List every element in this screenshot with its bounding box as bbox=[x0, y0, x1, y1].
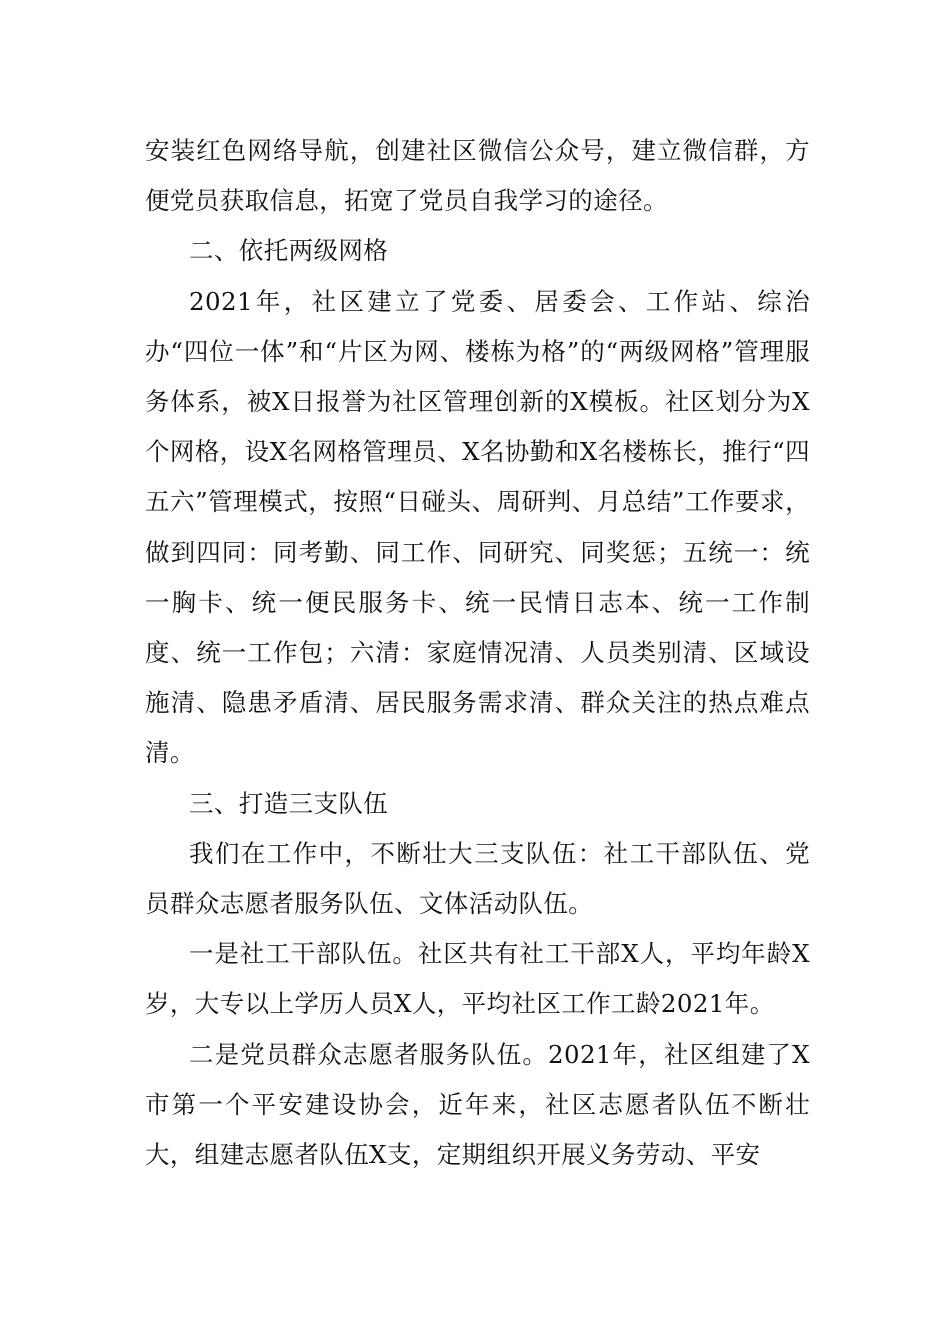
section-heading-2: 二、依托两级网格 bbox=[189, 236, 389, 266]
paragraph-7: 二是党员群众志愿者服务队伍。2021年，社区组建了X市第一个平安建设协会，近年来，社区志愿者队伍不断壮大，组建志愿者队伍X支，定期组织开展义务劳动、平安 bbox=[145, 1039, 810, 1170]
paragraph-3: 2021年，社区建立了党委、居委会、工作站、综治办“四位一体”和“片区为网、楼栋为格”的“两级网格”管理服务体系，被X日报誉为社区管理创新的X模板。社区划分为X个网格，设X名网格管理员、X名协勤和X名楼栋长，推行“四五六”管理模式，按照“日碰头、周研判、月总结”工作要求，做到四同：同考勤、同工作、同研究、同奖惩；五统一：统一胸卡、统一便民服务卡、统一民情日志本、统一工作制度、统一工作包；六清：家庭情况清、人员类别清、区域设施清、隐患矛盾清、居民服务需求清、群众关注的热点难点清。 bbox=[145, 286, 810, 768]
paragraph-1: 安装红色网络导航，创建社区微信公众号，建立微信群，方便党员获取信息，拓宽了党员自我学习的途径。 bbox=[145, 136, 810, 216]
document-body bbox=[145, 126, 810, 1180]
paragraph-6: 一是社工干部队伍。社区共有社工干部X人，平均年龄X岁，大专以上学历人员X人，平均社区工作工龄2021年。 bbox=[145, 939, 810, 1019]
section-heading-3: 三、打造三支队伍 bbox=[189, 788, 389, 818]
paragraph-5: 我们在工作中，不断壮大三支队伍：社工干部队伍、党员群众志愿者服务队伍、文体活动队伍。 bbox=[145, 838, 810, 919]
